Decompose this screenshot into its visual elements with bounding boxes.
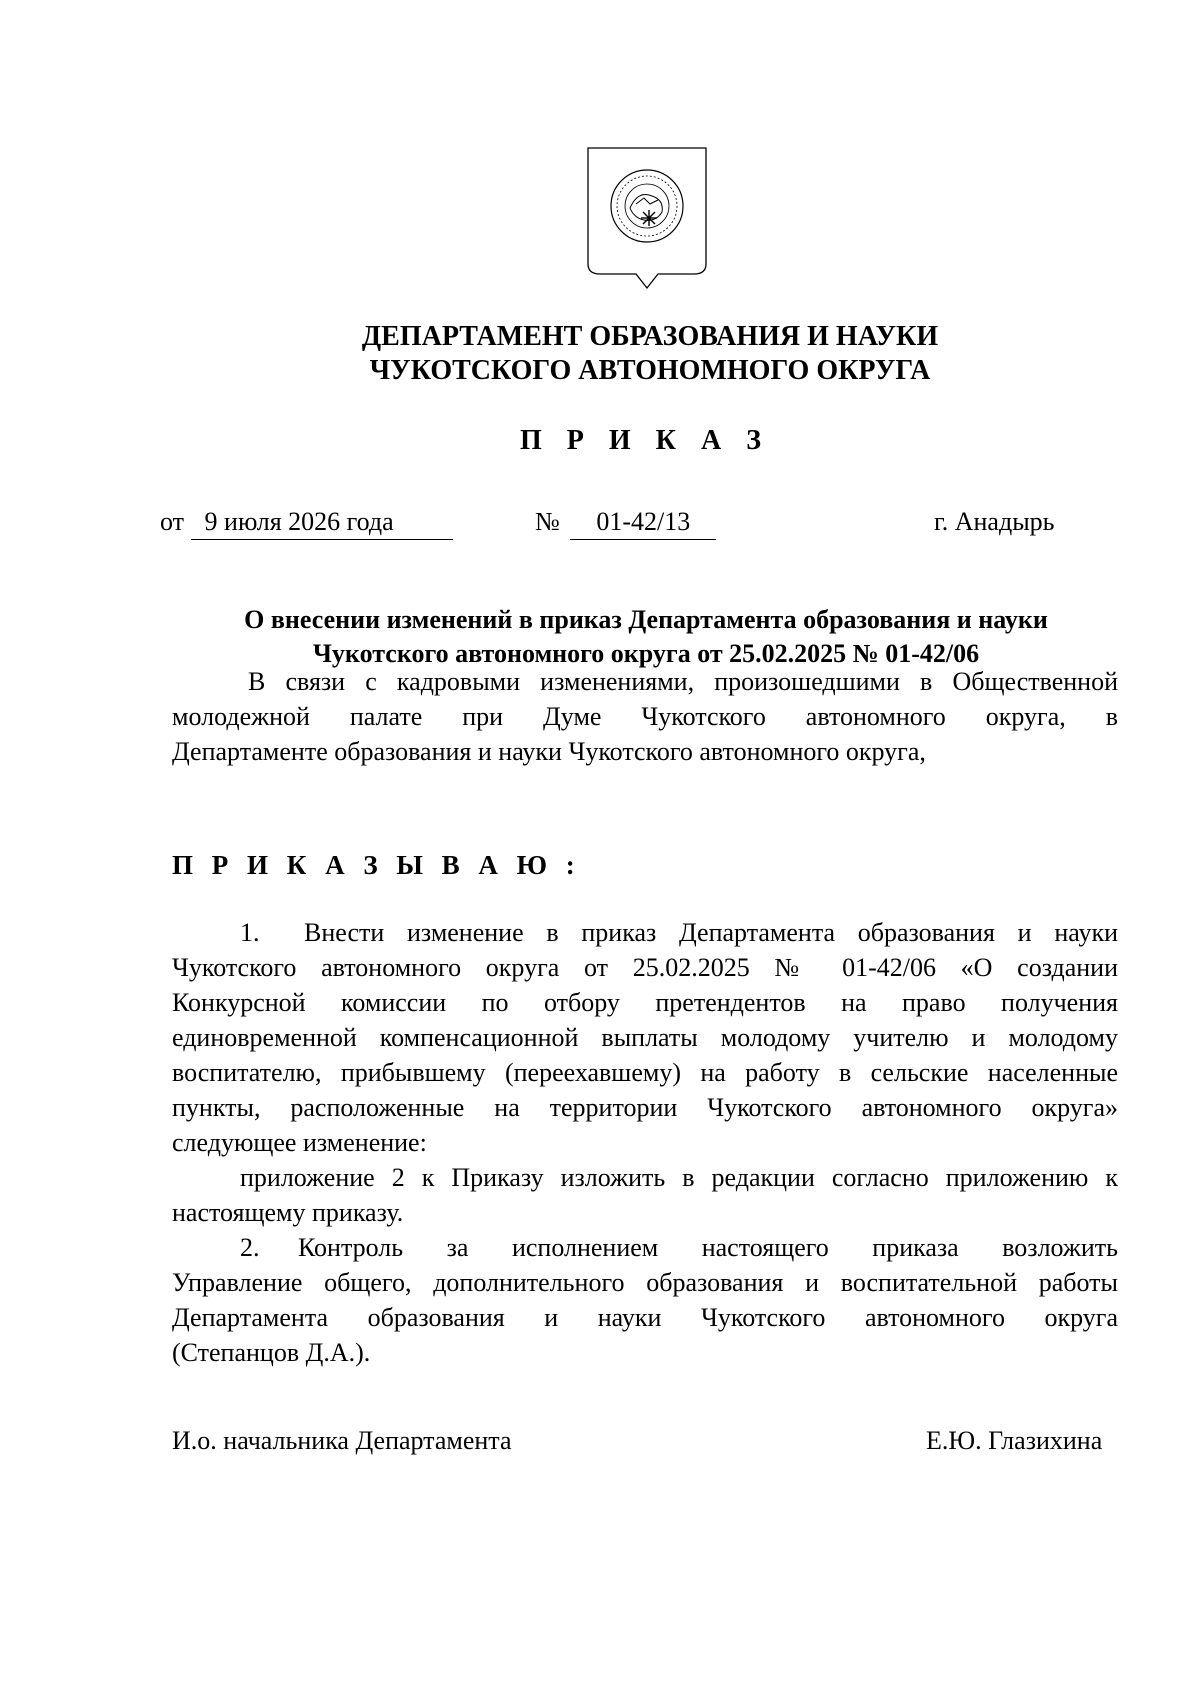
- organization-name-line-1: ДЕПАРТАМЕНТ ОБРАЗОВАНИЯ И НАУКИ: [361, 321, 939, 352]
- document-type: П Р И К А З: [520, 425, 770, 456]
- coat-of-arms-emblem: [586, 146, 708, 296]
- date-value: 9 июля 2026 года: [191, 507, 453, 540]
- preamble-line: В связи с кадровыми изменениями, произошедшими в Общественной: [248, 667, 1118, 696]
- item-1-line: пункты, расположенные на территории Чукотского автономного округа»: [172, 1093, 1118, 1122]
- item-2-line: Департамента образования и науки Чукотского автономного округа: [172, 1303, 1118, 1332]
- item-2-number: 2.: [240, 1233, 260, 1262]
- preamble-line: молодежной палате при Думе Чукотского автономного округа, в: [172, 702, 1118, 731]
- number-value: 01-42/13: [570, 507, 716, 540]
- date-prefix: от: [160, 507, 185, 536]
- city: г. Анадырь: [934, 507, 1055, 536]
- item-1-number: 1.: [240, 918, 260, 947]
- item-1-line: Чукотского автономного округа от 25.02.2025 № 01-42/06 «О создании: [172, 953, 1118, 982]
- item-2-line: Управление общего, дополнительного образования и воспитательной работы: [172, 1268, 1118, 1297]
- item-2-text: Контроль за исполнением настоящего приказа возложить: [298, 1233, 1118, 1262]
- signatory-position: И.о. начальника Департамента: [172, 1426, 512, 1455]
- item-1-sub-line: приложение 2 к Приказу изложить в редакции согласно приложению к: [240, 1163, 1118, 1192]
- item-1-line: воспитателю, прибывшему (переехавшему) на работу в сельские населенные: [172, 1058, 1118, 1087]
- item-1-subparagraph: [172, 1160, 1118, 1230]
- number-field: [535, 507, 716, 540]
- preamble-paragraph: [172, 664, 1118, 769]
- organization-name-line-2: ЧУКОТСКОГО АВТОНОМНОГО ОКРУГА: [369, 355, 931, 386]
- item-1-line: следующее изменение:: [172, 1128, 427, 1157]
- document-subject: [160, 603, 1132, 671]
- date-field: [160, 507, 453, 540]
- item-2-paragraph: [172, 1230, 1118, 1370]
- item-1-paragraph: [172, 915, 1118, 1160]
- item-1-line: единовременной компенсационной выплаты молодому учителю и молодому: [172, 1023, 1118, 1052]
- subject-line-2: Чукотского автономного округа от 25.02.2025 № 01-42/06: [312, 639, 980, 668]
- item-1-text: Внести изменение в приказ Департамента образования и науки: [304, 918, 1118, 947]
- orders-label: П Р И К А З Ы В А Ю :: [172, 850, 581, 880]
- number-prefix: №: [535, 507, 560, 536]
- item-1-first-line: [172, 915, 1118, 950]
- signatory-name: Е.Ю. Глазихина: [926, 1426, 1103, 1455]
- item-2-first-line: [172, 1230, 1118, 1265]
- preamble-line: Департаменте образования и науки Чукотского автономного округа,: [172, 737, 926, 766]
- subject-line-1: О внесении изменений в приказ Департамента образования и науки: [244, 605, 1048, 634]
- organization-name: [0, 320, 1200, 388]
- item-1-sub-line: настоящему приказу.: [172, 1198, 404, 1227]
- item-1-line: Конкурсной комиссии по отбору претендентов на право получения: [172, 988, 1118, 1017]
- item-2-line: (Степанцов Д.А.).: [172, 1338, 371, 1367]
